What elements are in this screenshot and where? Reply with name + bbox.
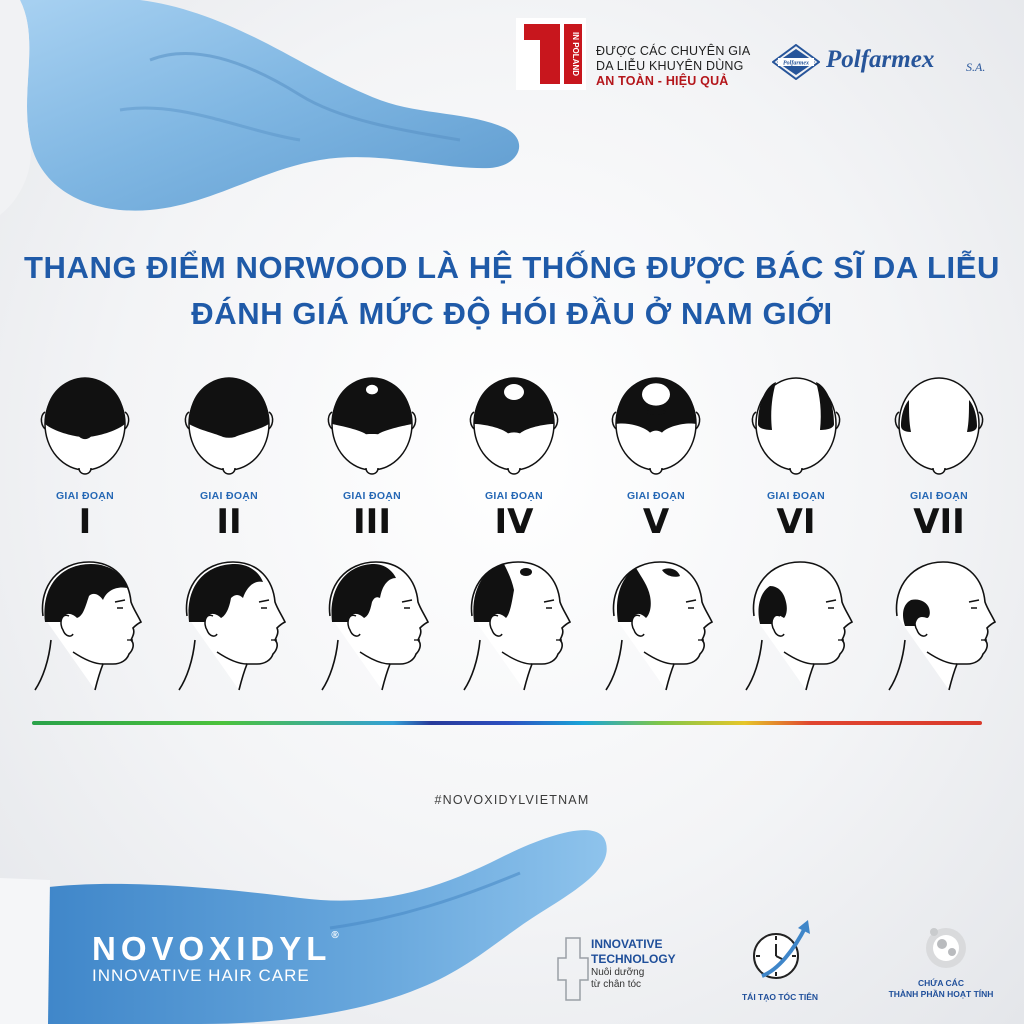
bottom-glove-image (0, 818, 620, 1024)
brand-name (92, 930, 339, 968)
badge-claims (596, 44, 750, 89)
registered-mark: ® (331, 930, 339, 941)
stage-2-label: GIAI ĐOẠN (199, 490, 259, 502)
feature-3-caption (866, 978, 1016, 1000)
stage-4-numeral: IV (494, 502, 534, 542)
stage-3-label: GIAI ĐOẠN (342, 490, 402, 502)
stage-6-top-view (746, 372, 846, 480)
badge-line-2: DA LIỄU KHUYÊN DÙNG (596, 59, 744, 73)
stage-5-side-view (604, 556, 716, 692)
cross-icon (556, 936, 590, 1002)
stage-5-label: GIAI ĐOẠN (626, 490, 686, 502)
made-in-poland-badge (516, 18, 586, 90)
top-glove-image (0, 0, 540, 230)
stage-5-top-view (606, 372, 706, 480)
feature-1-title-1: INNOVATIVE (591, 937, 663, 951)
company-name: Polfarmex (826, 46, 935, 73)
clock-arrow-icon (748, 918, 814, 984)
stage-2-numeral: II (216, 502, 242, 542)
stage-7-label: GIAI ĐOẠN (909, 490, 969, 502)
polfarmex-logo-icon (772, 44, 820, 80)
stage-1-label: GIAI ĐOẠN (55, 490, 115, 502)
company-suffix: S.A. (966, 60, 986, 74)
stage-4-top-view (464, 372, 564, 480)
hashtag: #NOVOXIDYLVIETNAM (434, 793, 590, 807)
feature-2-caption: TÁI TẠO TÓC TIÊN (741, 992, 819, 1002)
stage-3-numeral: III (353, 502, 391, 542)
brand-text: NOVOXIDYL (92, 930, 332, 967)
stage-6-label: GIAI ĐOẠN (766, 490, 826, 502)
stage-4-side-view (462, 556, 574, 692)
stage-6-numeral: VI (776, 502, 816, 542)
brand-tagline: INNOVATIVE HAIR CARE (92, 966, 310, 985)
stage-3-side-view (320, 556, 432, 692)
stage-6-side-view (744, 556, 856, 692)
stage-1-top-view (35, 372, 135, 480)
stage-3-top-view (322, 372, 422, 480)
badge-line-3: AN TOÀN - HIỆU QUẢ (596, 74, 729, 88)
headline-line-1: THANG ĐIỂM NORWOOD LÀ HỆ THỐNG ĐƯỢC BÁC SĨ DA LIỄU (24, 250, 1000, 285)
stage-7-side-view (887, 556, 999, 692)
stage-4-label: GIAI ĐOẠN (484, 490, 544, 502)
feature-3-caption-1: CHỨA CÁC (918, 978, 964, 988)
feature-1-sub-1: Nuôi dưỡng (591, 967, 645, 978)
stage-1-side-view (33, 556, 145, 692)
progress-gradient-divider (32, 721, 982, 725)
headline-line-2: ĐÁNH GIÁ MỨC ĐỘ HÓI ĐẦU Ở NAM GIỚI (191, 296, 833, 331)
feature-innovative-technology (591, 937, 676, 991)
feature-3-caption-2: THÀNH PHẦN HOẠT TÍNH (888, 989, 994, 999)
stage-2-top-view (179, 372, 279, 480)
stage-1-numeral: I (78, 502, 92, 542)
molecule-icon (924, 922, 968, 972)
stage-7-top-view (889, 372, 989, 480)
stage-7-numeral: VII (913, 502, 965, 542)
logo-mark-text: Polfarmex (783, 60, 809, 67)
feature-1-title-2: TECHNOLOGY (591, 952, 676, 966)
badge-line-1: ĐƯỢC CÁC CHUYÊN GIA (596, 44, 751, 58)
stage-5-numeral: V (642, 502, 670, 542)
stage-2-side-view (177, 556, 289, 692)
badge-side-text: IN POLAND (571, 32, 580, 76)
feature-1-sub-2: từ chân tóc (591, 979, 642, 990)
